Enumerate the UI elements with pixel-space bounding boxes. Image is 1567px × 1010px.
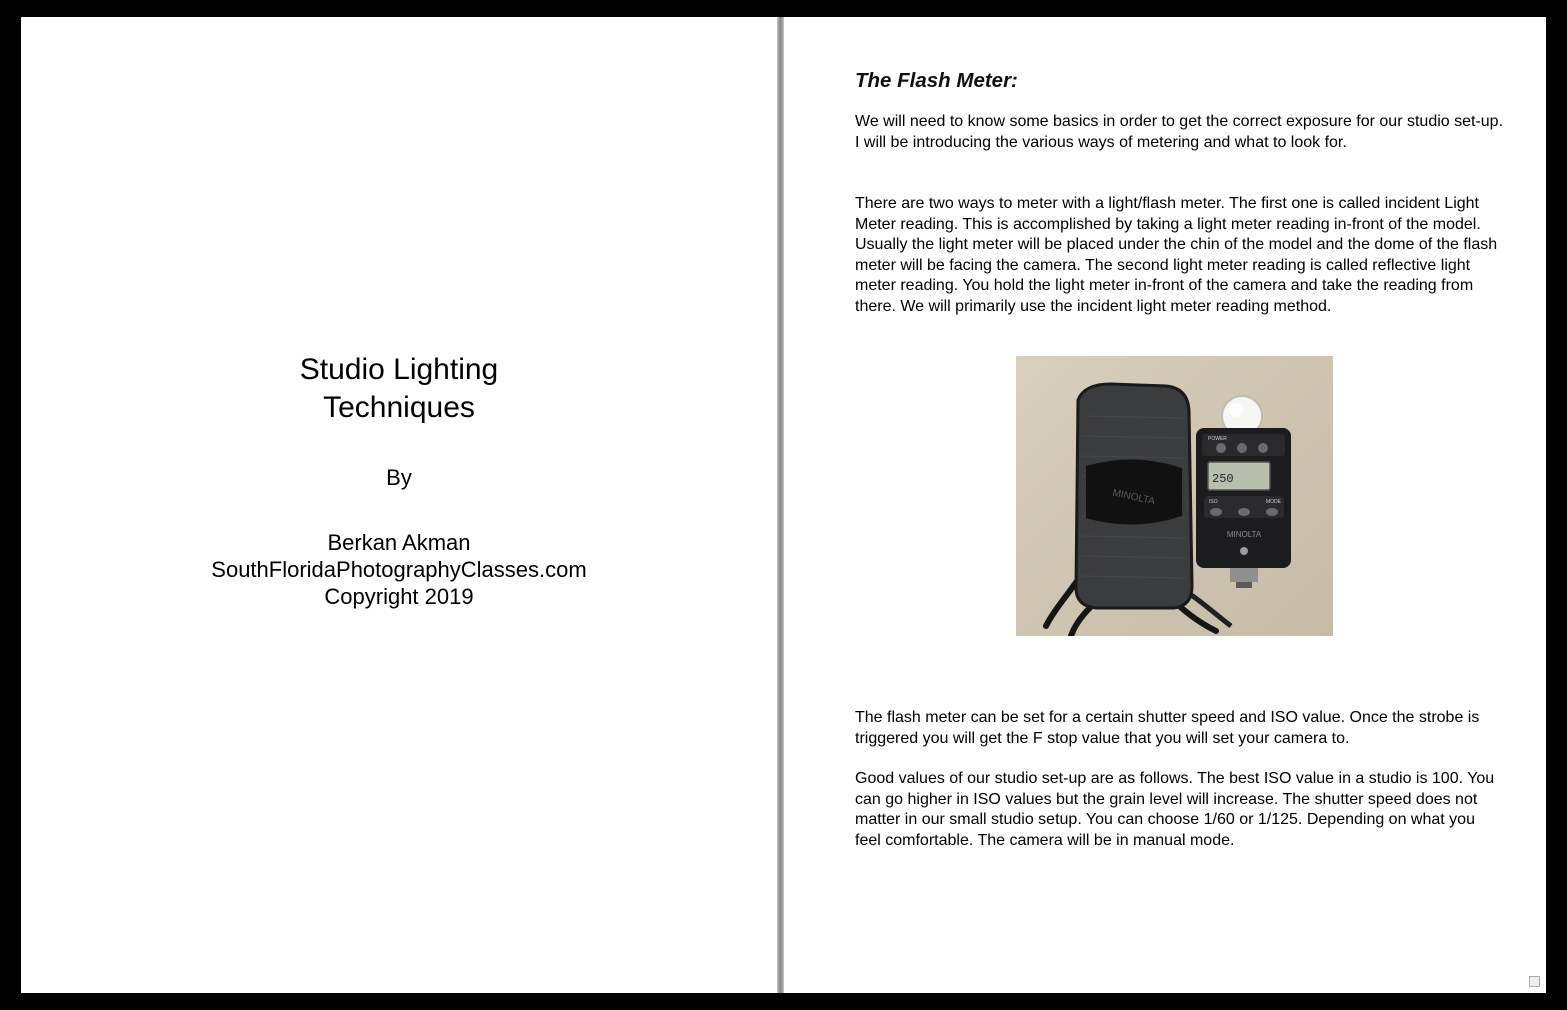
cover-author-block xyxy=(21,529,777,610)
paragraph-good-values: Good values of our studio set-up are as follows. The best ISO value in a studio is 100. You can go higher in ISO values but the grain level will increase. The shutter speed does not matter in our small studio setup. You can choose 1/60 or 1/125. Depending on what you feel comfortable. The camera will be in manual mode. xyxy=(855,770,1495,849)
cover-title-line2: Techniques xyxy=(323,391,475,424)
meter-button-label-mode: MODE xyxy=(1266,499,1281,505)
author-name: Berkan Akman xyxy=(327,530,471,555)
resize-grip-icon[interactable] xyxy=(1529,976,1540,987)
cover-title-line1: Studio Lighting xyxy=(299,353,499,386)
meter-button-label-power: POWER xyxy=(1208,436,1227,442)
section-heading: The Flash Meter: xyxy=(855,69,1018,92)
page-divider xyxy=(777,17,784,993)
meter-brand-label: MINOLTA xyxy=(1226,530,1262,539)
lcd-display-value: 250 xyxy=(1212,472,1234,486)
paragraph-metering-methods: There are two ways to meter with a light/flash meter. The first one is called incident Light Meter reading. This is accomplished by taking a light meter reading in-front of the model. Usually the light meter will be placed under the chin of the model and the dome of the flash meter will be facing the camera. The second light meter reading is called reflective light meter reading. You hold the light meter in-front of the camera and take the reading from there. We will primarily use the incident light meter reading method. xyxy=(855,195,1498,315)
author-website: SouthFloridaPhotographyClasses.com xyxy=(211,557,587,582)
case-brand-label: MINOLTA xyxy=(1111,487,1156,508)
copyright: Copyright 2019 xyxy=(324,584,474,609)
right-page xyxy=(784,17,1546,993)
cover-title xyxy=(21,351,777,427)
paragraph-intro: We will need to know some basics in order to get the correct exposure for our studio set-up. I will be introducing the various ways of metering and what to look for. xyxy=(855,113,1504,151)
left-page xyxy=(21,17,777,993)
flash-meter-photo xyxy=(1016,356,1333,636)
meter-button-label-iso: ISO xyxy=(1209,499,1218,505)
paragraph-shutter-iso: The flash meter can be set for a certain shutter speed and ISO value. Once the strobe is triggered you will get the F stop value that you will set your camera to. xyxy=(855,709,1480,747)
cover-by: By xyxy=(386,465,412,490)
